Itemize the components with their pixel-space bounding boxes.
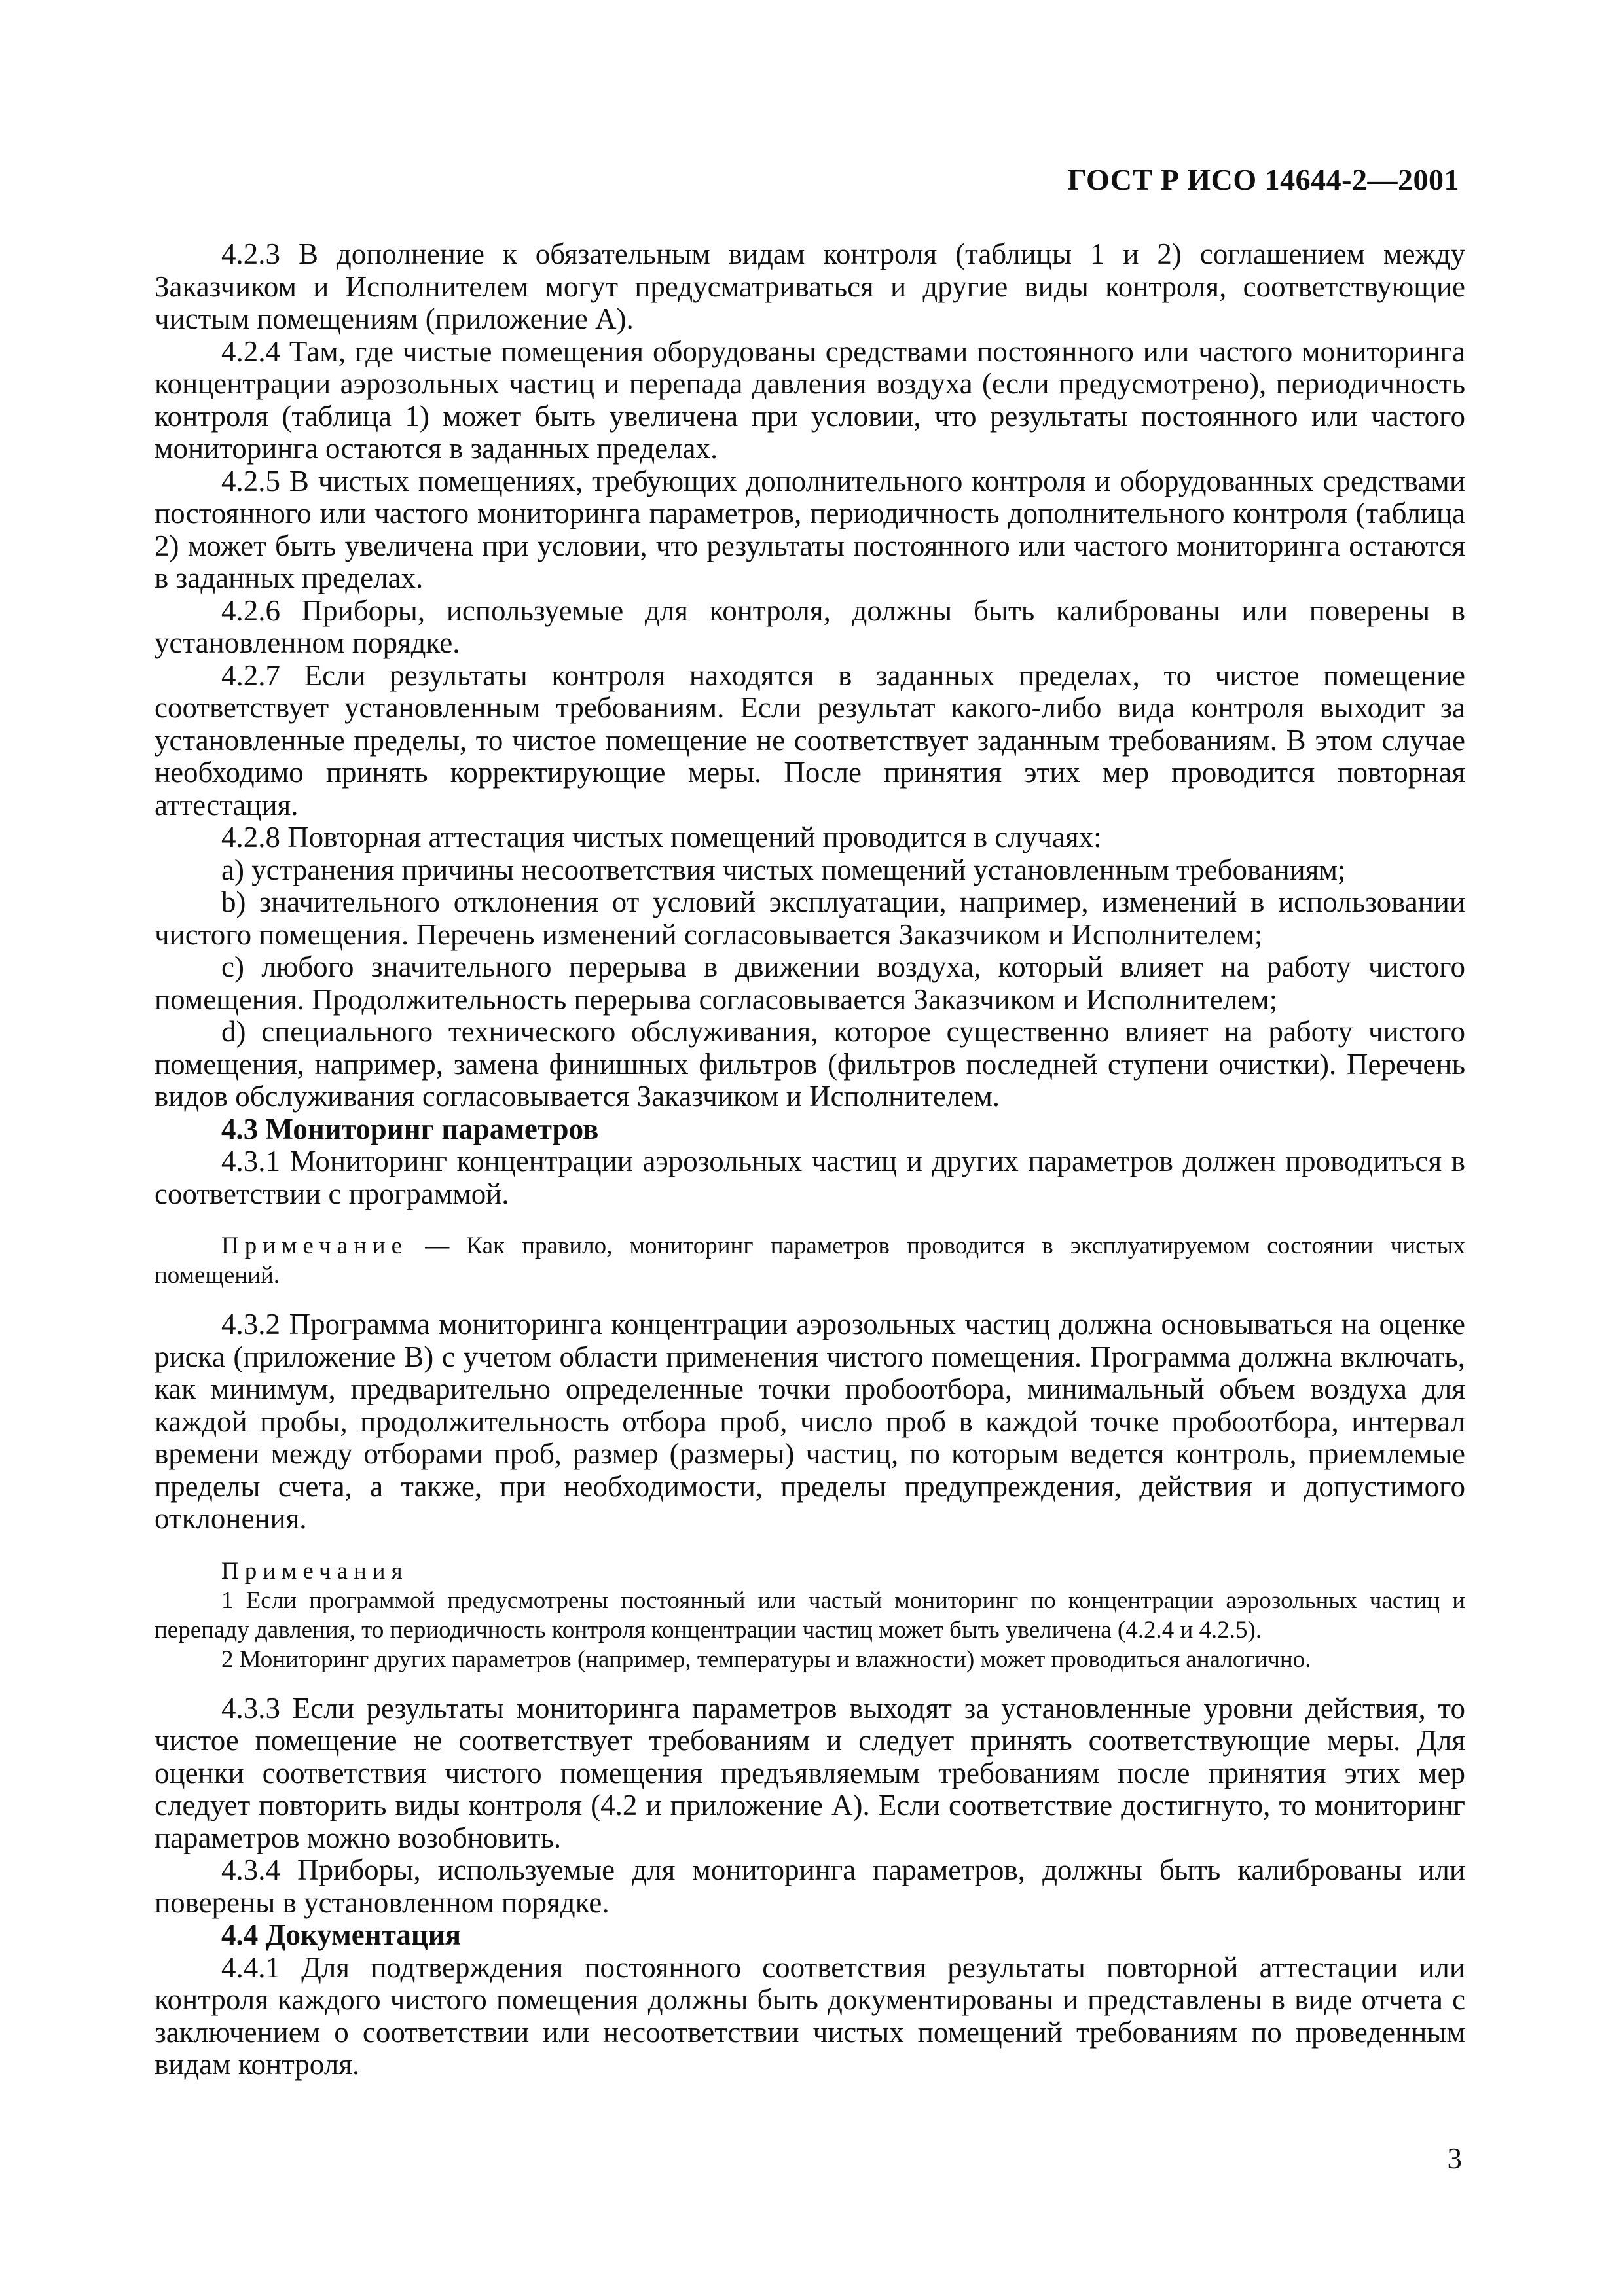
- document-header: ГОСТ Р ИСО 14644-2—2001: [1067, 163, 1459, 196]
- document-body: [155, 238, 1465, 2081]
- note-item-2: 2 Мониторинг других параметров (например, температуры и влажности) может проводиться аналогично.: [221, 1645, 1311, 1673]
- list-item-d: d) специального технического обслуживания, которое существенно влияет на работу чистого помещения, например, замена финишных фильтров (фильтров последней ступени очистки). Перечень видов обслуживания согласовывается Заказчиком и Исполнителем.: [155, 1015, 1465, 1113]
- note-4-3-1: [155, 1231, 1465, 1290]
- notes-4-3-2: [155, 1556, 1465, 1674]
- notes-title: Примечания: [221, 1557, 409, 1585]
- note-body: — Как правило, мониторинг параметров проводится в эксплуатируемом состоянии чистых помещений.: [155, 1232, 1465, 1289]
- section-heading-4-4: 4.4 Документация: [221, 1918, 462, 1951]
- paragraph-4-2-5: 4.2.5 В чистых помещениях, требующих дополнительного контроля и оборудованных средствами постоянного или частого мониторинга параметров, периодичность дополнительного контроля (таблица 2) может быть увеличена при условии, что результаты постоянного или частого мониторинга остаются в заданных пределах.: [155, 464, 1465, 594]
- list-item-b: b) значительного отклонения от условий эксплуатации, например, изменений в использовании чистого помещения. Перечень изменений согласовывается Заказчиком и Исполнителем;: [155, 886, 1465, 951]
- paragraph-4-2-7: 4.2.7 Если результаты контроля находятся в заданных пределах, то чистое помещение соответствует установленным требованиям. Если результат какого-либо вида контроля выходит за установленные пределы, то чистое помещение не соответствует заданным требованиям. В этом случае необходимо принять корректирующие меры. После принятия этих мер проводится повторная аттестация.: [155, 658, 1465, 821]
- paragraph-4-2-3: 4.2.3 В дополнение к обязательным видам контроля (таблицы 1 и 2) соглашением между Заказчиком и Исполнителем могут предусматриваться и другие виды контроля, соответствующие чистым помещениям (приложение А).: [155, 238, 1465, 335]
- paragraph-4-2-4: 4.2.4 Там, где чистые помещения оборудованы средствами постоянного или частого мониторинга концентрации аэрозольных частиц и перепада давления воздуха (если предусмотрено), периодичность контроля (таблица 1) может быть увеличена при условии, что результаты постоянного или частого мониторинга остаются в заданных пределах.: [155, 334, 1465, 465]
- paragraph-4-3-1: 4.3.1 Мониторинг концентрации аэрозольных частиц и других параметров должен проводиться в соответствии с программой.: [155, 1145, 1465, 1210]
- section-heading-4-3: 4.3 Мониторинг параметров: [221, 1112, 599, 1145]
- note-text: [155, 1231, 1465, 1290]
- paragraph-4-3-2: 4.3.2 Программа мониторинга концентрации аэрозольных частиц должна основываться на оценке риска (приложение В) с учетом области применения чистого помещения. Программа должна включать, как минимум, предварительно определенные точки пробоотбора, минимальный объем воздуха для каждой пробы, продолжительность отбора проб, число проб в каждой точке пробоотбора, интервал времени между отборами проб, размер (размеры) частиц, по которым ведется контроль, приемлемые пределы счета, а также, при необходимости, пределы предупреждения, действия и допустимого отклонения.: [155, 1308, 1465, 1535]
- paragraph-4-2-8: 4.2.8 Повторная аттестация чистых помещений проводится в случаях:: [221, 821, 1102, 853]
- note-item-1: 1 Если программой предусмотрены постоянный или частый мониторинг по концентрации аэрозольных частиц и перепаду давления, то периодичность контроля концентрации частиц может быть увеличена (4.2.4 и 4.2.5).: [155, 1587, 1465, 1643]
- paragraph-4-3-3: 4.3.3 Если результаты мониторинга параметров выходят за установленные уровни действия, то чистое помещение не соответствует требованиям и следует принять соответствующие меры. Для оценки соответствия чистого помещения предъявляемым требованиям после принятия этих мер следует повторить виды контроля (4.2 и приложение А). Если соответствие достигнуто, то мониторинг параметров можно возобновить.: [155, 1691, 1465, 1854]
- list-item-c: c) любого значительного перерыва в движении воздуха, который влияет на работу чистого помещения. Продолжительность перерыва согласовывается Заказчиком и Исполнителем;: [155, 950, 1465, 1016]
- note-label: Примечание: [221, 1232, 408, 1259]
- page-number: 3: [1447, 2142, 1462, 2175]
- list-item-a: a) устранения причины несоответствия чистых помещений установленным требованиям;: [221, 853, 1346, 886]
- paragraph-4-2-6: 4.2.6 Приборы, используемые для контроля, должны быть калиброваны или поверены в установленном порядке.: [155, 594, 1465, 659]
- paragraph-4-3-4: 4.3.4 Приборы, используемые для мониторинга параметров, должны быть калиброваны или поверены в установленном порядке.: [155, 1854, 1465, 1919]
- paragraph-4-4-1: 4.4.1 Для подтверждения постоянного соответствия результаты повторной аттестации или контроля каждого чистого помещения должны быть документированы и представлены в виде отчета с заключением о соответствии или несоответствии чистых помещений требованиям по проведенным видам контроля.: [155, 1950, 1465, 2081]
